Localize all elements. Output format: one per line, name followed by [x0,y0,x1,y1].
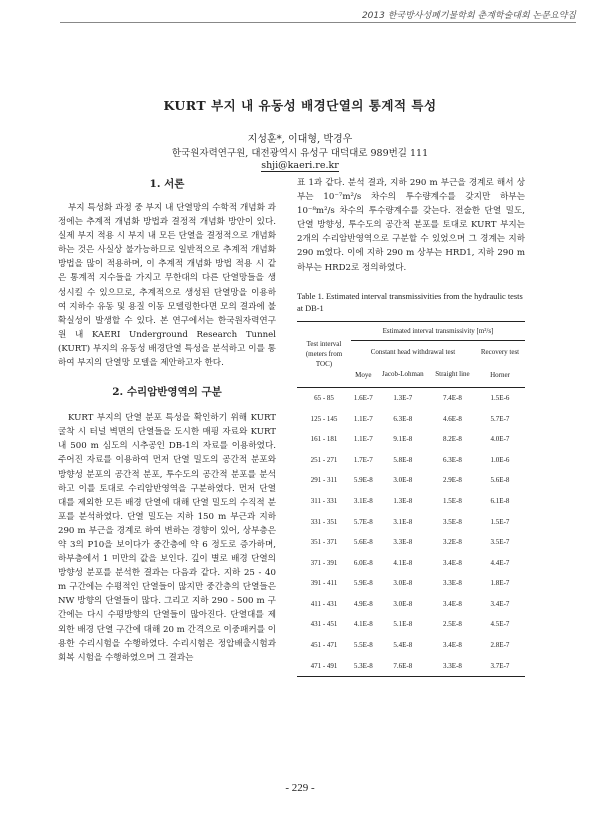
table-row [297,470,525,491]
table-cell: 5.3E-8 [351,655,376,676]
table-cell: 351 - 371 [310,538,338,547]
table-cell: 5.1E-8 [393,620,413,629]
table-cell: 391 - 411 [310,579,338,588]
table-caption: Table 1. Estimated interval transmissivities from the hydraulic tests at DB-1 [297,291,523,313]
section-heading-hrd: 2. 수리암반영역의 구분 [112,386,222,399]
table-cell: 1.5E-6 [490,393,510,402]
table-cell: 431 - 451 [310,620,338,629]
table-body [297,387,525,676]
col-header-horner: Horner [475,363,525,388]
paper-email-wrap [0,160,600,171]
table-row [297,408,525,429]
table-cell: 5.8E-8 [393,455,413,464]
col-header-straight: Straight line [430,363,475,388]
paper-email[interactable]: shji@kaeri.re.kr [261,160,339,171]
table-cell: 5.5E-8 [353,641,373,650]
table-cell: 3.1E-8 [393,517,413,526]
table-cell: 1.8E-7 [490,579,510,588]
table-cell: 4.9E-8 [353,599,373,608]
table-cell: 331 - 351 [310,517,338,526]
table-cell: 291 - 311 [310,476,338,485]
table-cell: 3.4E-8 [443,599,462,608]
table-row [297,594,525,615]
col-header-group: Estimated interval transmissivity [m²/s] [351,321,525,340]
table-cell: 451 - 471 [310,641,338,650]
paper-authors: 지성훈*, 이대형, 박경우 [247,134,353,145]
table-row [297,614,525,635]
right-column [297,176,525,677]
table-cell: 5.4E-8 [393,641,413,650]
table-cell: 1.1E-7 [353,414,373,423]
transmissivity-table [297,321,525,677]
table-cell: 1.3E-8 [393,496,413,505]
table-cell: 2.9E-8 [443,476,462,485]
left-column [58,176,276,665]
paper-affiliation: 한국원자력연구원, 대전광역시 유성구 대덕대로 989번길 111 [171,148,429,159]
table-cell: 4.1E-8 [393,558,413,567]
table-cell: 2.8E-7 [490,641,510,650]
table-cell: 5.6E-8 [490,476,510,485]
table-row [297,449,525,470]
table-cell: 5.7E-7 [490,414,510,423]
table-cell: 3.3E-8 [430,655,475,676]
section-body-hrd: KURT 부지의 단열 분포 특성을 확인하기 위해 KURT 굴착 시 터널 벽면의 단열들을 도시한 매핑 자료와 KURT 내 500 m 심도의 시추공인 DB-1의 자료를 이용하였다. 주어진 자료를 이용하여 먼저 단열 밀도의 공간적 분포와 방향성 분포의 공간적 분포, 투수도의 공간적 분포를 분석하고 이를 토대로 수리암반영역을 구분하였다. 먼저 단열대를 제외한 모든 배경 단열에 대해 단열 밀도의 수직적 분포를 분석하였다. 단열 밀도는 지하 150 m 부근과 지하 290 m 부근을 경계로 하여 변하는 경향이 있어, 상부층은 약 3의 P10을 보이다가 중간층에 약 6 정도로 증가하며, 하부층에서 1 미만의 값을 보인다. 깊이 별로 배경 단열의 방향성 분포를 분석한 결과는 다음과 같다. 지하 25 - 40 m 구간에는 수평적인 단열들이 많지만 중간층의 단열들은 NW 방향의 단열들이 많다. 그리고 지하 290 - 500 m 구간에는 다시 수평방향의 단열들이 많아진다. 단열대를 제외한 배경 단열 구간에 대해 20 m 간격으로 이중패커를 이용한 수리시험을 수행하였다. 수리시험은 정압배출시험과 회복 시험을 수행하였으며 그 결과는 [58,413,277,663]
table-cell: 1.6E-7 [353,393,373,402]
table-row [297,429,525,450]
table-cell: 3.0E-8 [393,476,413,485]
table-row [297,511,525,532]
table-cell: 4.1E-8 [353,620,373,629]
page-number: - 229 - [285,782,315,794]
table-cell: 6.0E-8 [353,558,373,567]
conference-header: 2013 한국방사성폐기물학회 춘계학술대회 논문요약집 [361,11,576,21]
table-cell: 5.7E-8 [353,517,373,526]
table-cell: 5.9E-8 [353,476,373,485]
table-cell: 3.4E-7 [490,599,510,608]
table-cell: 4.4E-7 [490,558,510,567]
table-cell: 3.0E-8 [393,599,413,608]
table-cell: 9.1E-8 [393,435,413,444]
table-cell: 7.4E-8 [443,393,462,402]
table-cell: 125 - 145 [310,414,338,423]
section-body-intro: 부지 특성화 과정 중 부지 내 단열망의 수학적 개념화 과정에는 추계적 개념화 방법과 결정적 개념화 방안이 있다. 실제 부지 적용 시 부지 내 모든 단열을 결정적으로 개념화하는 것은 사실상 불가능하므로 일반적으로 추계적 개념화 방법을 많이 적용하며, 이 추계적 개념화 방법 적용 시 같은 통계적 지수들을 가지고 무한대의 다른 단열망들을 생성시킬 수 있으므로, 추계적으로 생성된 단열망을 이용하여 지하수 유동 및 용질 이동 모델링한다면 모의 결과에 불확실성이 발생할 수 있다. 본 연구에서는 한국원자력연구원 내 KAERI Underground Research Tunnel (KURT) 부지의 유동성 배경단열 특성을 분석하고 이를 통하여 부지의 단열망 모델을 제안하고자 한다. [58,203,276,369]
table-row [297,635,525,656]
table-row [297,552,525,573]
table-cell: 4.5E-7 [490,620,510,629]
table-cell: 1.1E-7 [353,435,373,444]
table-cell: 3.1E-8 [353,496,373,505]
table-cell: 3.0E-8 [393,579,413,588]
table-row [297,387,525,408]
col-header-jacob: Jacob-Lohman [376,363,430,388]
table-cell: 1.5E-8 [443,496,462,505]
table-cell: 411 - 431 [310,599,338,608]
header-rule [60,22,576,23]
table-row [297,491,525,512]
table-row [297,573,525,594]
table-cell: 2.5E-8 [443,620,462,629]
table-cell: 311 - 331 [310,496,338,505]
col-header-interval: Test interval (meters from TOC) [297,321,351,387]
col-header-recovery: Recovery test [480,347,520,356]
table-cell: 6.1E-8 [490,496,510,505]
col-header-moye: Moye [351,363,376,388]
table-cell: 251 - 271 [310,455,338,464]
table-cell: 3.5E-7 [490,538,510,547]
table-cell: 6.3E-8 [443,455,462,464]
table-cell: 3.3E-8 [443,579,462,588]
table-cell: 3.3E-8 [393,538,413,547]
table-row [297,655,525,676]
paper-title: KURT 부지 내 유동성 배경단열의 통계적 특성 [163,98,437,113]
table-cell: 4.6E-8 [443,414,462,423]
table-cell: 3.5E-8 [443,517,462,526]
col-header-cwt: Constant head withdrawal test [370,347,456,356]
table-cell: 161 - 181 [310,435,338,444]
table-cell: 1.5E-7 [490,517,510,526]
table-cell: 1.3E-7 [393,393,413,402]
table-cell: 8.2E-8 [443,435,462,444]
table-cell: 7.6E-8 [376,655,430,676]
table-cell: 5.9E-8 [353,579,373,588]
table-cell: 371 - 391 [310,558,338,567]
table-cell: 1.7E-7 [353,455,373,464]
table-cell: 471 - 491 [297,655,351,676]
table-cell: 1.0E-6 [490,455,510,464]
table-cell: 65 - 85 [314,393,334,402]
section-heading-intro: 1. 서론 [149,178,185,190]
table-cell: 3.4E-8 [443,558,462,567]
table-cell: 3.4E-8 [443,641,462,650]
table-cell: 5.6E-8 [353,538,373,547]
table-cell: 4.0E-7 [490,435,510,444]
table-cell: 3.2E-8 [443,538,462,547]
right-column-text: 표 1과 같다. 분석 결과, 지하 290 m 부근을 경계로 해서 상부는 10⁻⁷m²/s 차수의 투수량계수를 갖지만 하부는 10⁻⁸m²/s 차수의 투수량계수를 갖는다. 전술한 단열 밀도, 단열 방향성, 투수도의 공간적 분포를 토대로 KURT 부지는 2개의 수리암반영역으로 구분할 수 있었으며 그 경계는 지하 290 m였다. 이에 지하 290 m 상부는 HRD1, 지하 290 m 하부는 HRD2로 정의하였다. [297,178,525,273]
table-cell: 6.3E-8 [393,414,413,423]
table-row [297,532,525,553]
table-cell: 3.7E-7 [475,655,525,676]
